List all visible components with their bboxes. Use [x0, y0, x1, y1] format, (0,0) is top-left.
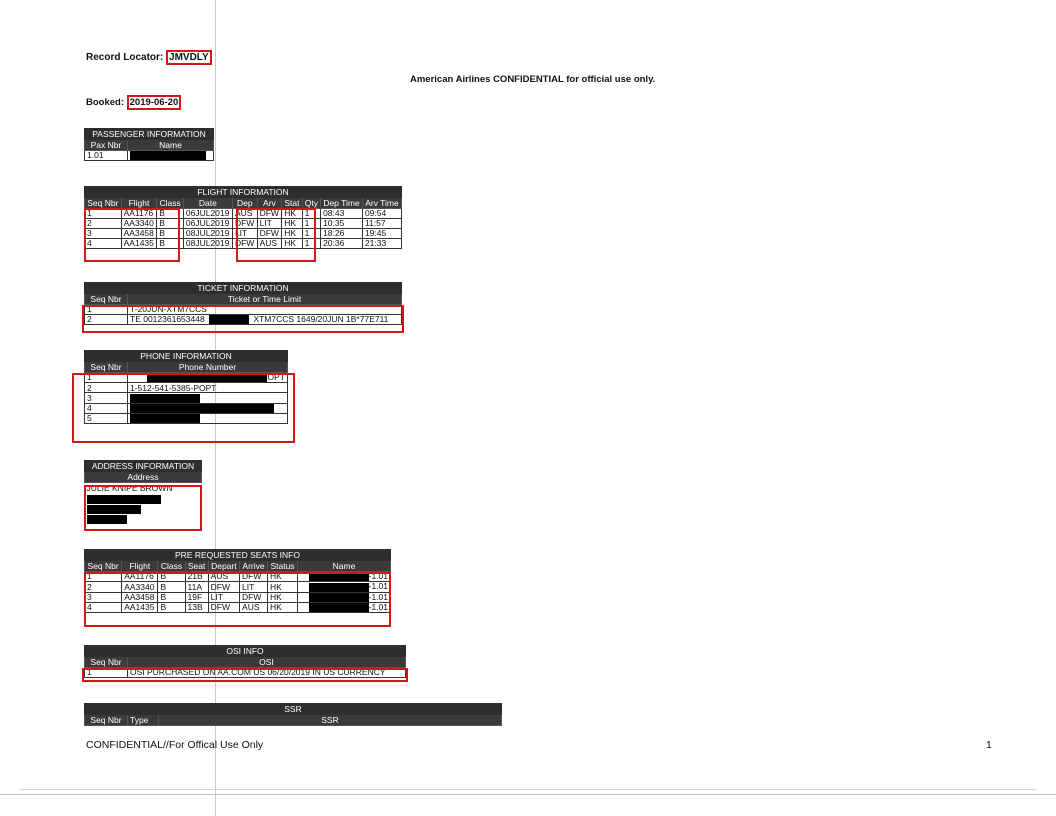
phone-seq: 5 — [85, 413, 128, 423]
osi-text: OSI PURCHASED ON AA.COM US 06/20/2019 IN US CURRENCY — [128, 668, 406, 678]
ticket-number: TE 0012361653448 — [130, 314, 205, 324]
seats-col-class: Class — [158, 561, 185, 572]
seats-cell: HK — [268, 572, 298, 582]
flight-cell: HK — [282, 219, 302, 229]
highlight-osi-row — [82, 668, 408, 682]
phone-title: PHONE INFORMATION — [85, 351, 288, 362]
seats-cell: B — [158, 582, 185, 592]
flight-col-qty: Qty — [302, 198, 320, 209]
seats-cell: B — [158, 592, 185, 602]
page-number: 1 — [986, 739, 992, 751]
flight-cell: B — [157, 229, 184, 239]
seats-cell: HK — [268, 602, 298, 612]
seats-cell: AA1176 — [122, 572, 158, 582]
flight-col-class: Class — [157, 198, 184, 209]
seats-cell: DFW — [240, 592, 268, 602]
highlight-address — [84, 485, 202, 531]
phone-suffix: OPT — [267, 372, 285, 382]
seats-cell: 2 — [85, 582, 122, 592]
seats-pax: -1.01 — [368, 602, 388, 612]
passenger-pax: 1.01 — [85, 151, 128, 161]
phone-col-number: Phone Number — [128, 362, 288, 373]
osi-col-seq: Seq Nbr — [85, 657, 128, 668]
flight-cell: B — [157, 219, 184, 229]
scan-artifact-horizontal — [20, 789, 1036, 790]
seats-col-seq: Seq Nbr — [85, 561, 122, 572]
seats-cell: 3 — [85, 592, 122, 602]
seats-cell: AA3458 — [122, 592, 158, 602]
flight-cell: AA1435 — [121, 239, 157, 249]
phone-seq: 2 — [85, 383, 128, 393]
flight-cell: 08JUL2019 — [183, 229, 232, 239]
footer-confidential: CONFIDENTIAL//For Offical Use Only — [86, 739, 264, 751]
flight-cell: DFW — [232, 239, 257, 249]
seats-cell: B — [158, 602, 185, 612]
seats-pax: -1.01 — [368, 571, 388, 581]
phone-seq: 1 — [85, 373, 128, 383]
ticket-text: T-20JUN-XTM7CCS — [128, 305, 402, 315]
ssr-col-ssr: SSR — [159, 715, 502, 726]
seats-cell: LIT — [208, 592, 239, 602]
seats-cell: HK — [268, 592, 298, 602]
ssr-col-seq: Seq Nbr — [85, 715, 128, 726]
confidential-header: American Airlines CONFIDENTIAL for official use only. — [410, 74, 656, 85]
seats-cell: AUS — [240, 602, 268, 612]
seats-cell: 13B — [185, 602, 208, 612]
flight-cell: HK — [282, 229, 302, 239]
phone-col-seq: Seq Nbr — [85, 362, 128, 373]
flight-cell: HK — [282, 239, 302, 249]
flight-cell: 1 — [302, 219, 320, 229]
flight-cell: 1 — [302, 239, 320, 249]
ticket-seq: 1 — [85, 305, 128, 315]
flight-cell: LIT — [257, 219, 282, 229]
seats-title: PRE REQUESTED SEATS INFO — [85, 550, 391, 561]
highlight-seats-rows — [84, 572, 391, 627]
address-col: Address — [85, 472, 202, 483]
flight-cell: AUS — [257, 239, 282, 249]
flight-cell: AUS — [232, 209, 257, 219]
ticket-seq: 2 — [85, 315, 128, 325]
osi-seq: 1 — [85, 668, 128, 678]
ssr-col-type: Type — [128, 715, 159, 726]
flight-cell: 2 — [85, 219, 122, 229]
phone-number: 1-512-541-5385-POPT — [128, 383, 288, 393]
flight-cell: DFW — [232, 219, 257, 229]
record-locator — [86, 52, 212, 63]
highlight-flight-route — [236, 208, 316, 262]
flight-cell: 18:26 — [321, 229, 363, 239]
flight-col-arv-time: Arv Time — [362, 198, 401, 209]
flight-cell: 10:35 — [321, 219, 363, 229]
seats-col-status: Status — [268, 561, 298, 572]
seats-cell: 21B — [185, 572, 208, 582]
seats-pax: -1.01 — [368, 581, 388, 592]
flight-col-seq: Seq Nbr — [85, 198, 122, 209]
seats-cell: AA3340 — [122, 582, 158, 592]
flight-col-dep-time: Dep Time — [321, 198, 363, 209]
flight-cell: B — [157, 239, 184, 249]
flight-cell: 06JUL2019 — [183, 209, 232, 219]
seats-pax: -1.01 — [368, 592, 388, 602]
phone-seq: 3 — [85, 393, 128, 403]
seats-cell: AA1435 — [122, 602, 158, 612]
flight-cell: 06JUL2019 — [183, 219, 232, 229]
passenger-table — [84, 128, 214, 161]
ssr-title: SSR — [85, 704, 502, 715]
flight-cell: AA1176 — [121, 209, 157, 219]
passenger-col-name: Name — [128, 140, 214, 151]
flight-title: FLIGHT INFORMATION — [85, 187, 402, 198]
flight-cell: 21:33 — [362, 239, 401, 249]
seats-cell: DFW — [208, 602, 239, 612]
flight-cell: AA3340 — [121, 219, 157, 229]
flight-cell: LIT — [232, 229, 257, 239]
flight-cell: 1 — [302, 209, 320, 219]
passenger-col-pax: Pax Nbr — [85, 140, 128, 151]
passenger-title: PASSENGER INFORMATION — [85, 129, 214, 140]
flight-cell: AA3458 — [121, 229, 157, 239]
highlight-ticket-rows — [82, 305, 404, 333]
flight-cell: 1 — [302, 229, 320, 239]
page-bottom-edge — [0, 794, 1056, 795]
address-title: ADDRESS INFORMATION — [85, 461, 202, 472]
flight-cell: 1 — [85, 209, 122, 219]
seats-col-arrive: Arrive — [240, 561, 268, 572]
seats-cell: DFW — [208, 582, 239, 592]
osi-title: OSI INFO — [85, 646, 406, 657]
flight-cell: 11:57 — [362, 219, 401, 229]
seats-cell: LIT — [240, 582, 268, 592]
osi-col-text: OSI — [128, 657, 406, 668]
flight-cell: 4 — [85, 239, 122, 249]
seats-cell: B — [158, 572, 185, 582]
flight-cell: DFW — [257, 209, 282, 219]
flight-cell: 3 — [85, 229, 122, 239]
highlight-flight-ids — [84, 208, 180, 262]
flight-cell: B — [157, 209, 184, 219]
flight-col-arv: Arv — [257, 198, 282, 209]
seats-col-name: Name — [298, 561, 391, 572]
redacted-block — [130, 151, 206, 160]
seats-cell: HK — [268, 582, 298, 592]
booked-label: Booked: — [86, 97, 124, 108]
seats-cell: 19F — [185, 592, 208, 602]
record-locator-value: JMVDLY — [166, 50, 212, 65]
table-row — [85, 151, 214, 161]
flight-cell: 20:36 — [321, 239, 363, 249]
seats-col-flight: Flight — [122, 561, 158, 572]
phone-seq: 4 — [85, 403, 128, 413]
flight-cell: 08:43 — [321, 209, 363, 219]
record-locator-label: Record Locator: — [86, 52, 164, 63]
flight-cell: 19:45 — [362, 229, 401, 239]
seats-cell: DFW — [240, 572, 268, 582]
ssr-table — [84, 703, 502, 726]
seats-cell: AUS — [208, 572, 239, 582]
highlight-phone-rows — [72, 373, 295, 443]
flight-cell: 08JUL2019 — [183, 239, 232, 249]
ticket-detail: XTM7CCS 1649/20JUN 1B*77E711 — [253, 314, 389, 324]
seats-cell: 4 — [85, 602, 122, 612]
ticket-col-seq: Seq Nbr — [85, 294, 128, 305]
address-name: JULIE KNIPE BROWN — [86, 483, 173, 493]
seats-col-depart: Depart — [208, 561, 239, 572]
ticket-title: TICKET INFORMATION — [85, 283, 402, 294]
seats-cell: 1 — [85, 572, 122, 582]
seats-cell: 11A — [185, 582, 208, 592]
flight-col-dep: Dep — [232, 198, 257, 209]
flight-col-stat: Stat — [282, 198, 302, 209]
flight-col-flight: Flight — [121, 198, 157, 209]
flight-cell: HK — [282, 209, 302, 219]
seats-col-seat: Seat — [185, 561, 208, 572]
flight-col-date: Date — [183, 198, 232, 209]
flight-cell: DFW — [257, 229, 282, 239]
flight-cell: 09:54 — [362, 209, 401, 219]
booked-value: 2019-06-20 — [127, 95, 182, 110]
ticket-col-text: Ticket or Time Limit — [128, 294, 402, 305]
booked-date — [86, 97, 181, 108]
